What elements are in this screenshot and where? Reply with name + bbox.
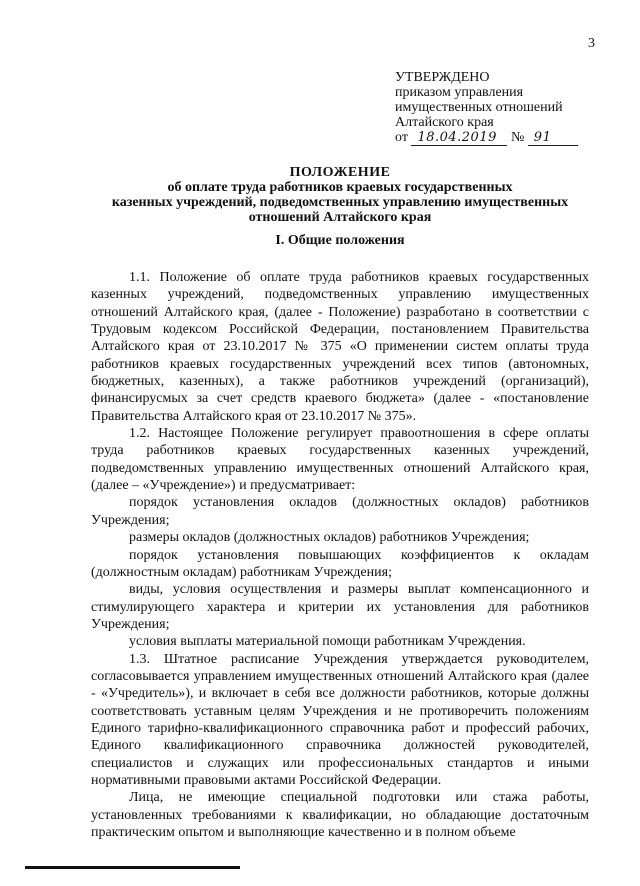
paragraph: Лица, не имеющие специальной подготовки или стажа работы, установленных требованиями к квалификации, но обладающие достаточным практическим опытом и выполняющие качественно и в полном объеме: [91, 790, 589, 840]
section-heading: I. Общие положения: [275, 233, 405, 248]
title-subline: об оплате труда работников краевых государственных: [167, 180, 513, 195]
paragraph: 1.1. Положение об оплате труда работников краевых государственных казенных учреждений, подведомственных управлению имущественных отношений Алтайского края, (далее - Положение) разработано в соответствии с Трудовым кодексом Российской Федерации, постановлением Правительства Алтайского края от 23.10.2017 № 375 «О применении систем оплаты труда работников краевых государственных учреждений всех типов (автономных, бюджетных, казенных), а также работников учреждений (организаций), финансирусмых за счет средств краевого бюджета» (далее - «постановление Правительства Алтайского края от 23.10.2017 № 375».: [91, 270, 589, 424]
title-subline: отношений Алтайского края: [248, 210, 432, 225]
date-prefix: от: [395, 130, 408, 145]
document-body: [91, 269, 589, 841]
list-item: условия выплаты материальной помощи работникам Учреждения.: [129, 634, 526, 650]
footer-divider: [25, 866, 240, 869]
document-title: [90, 165, 590, 225]
approval-line: Алтайского края: [395, 115, 494, 130]
handwritten-date: 18.04.2019: [411, 130, 507, 146]
paragraph: 1.3. Штатное расписание Учреждения утверждается руководителем, согласовывается управлением имущественных отношений Алтайского края (далее - «Учредитель»), и включает в себя все должности работников, которые должны соответствовать уставным целям Учреждения и не противоречить положениям Единого тарифно-квалификационного справочника работ и профессий рабочих, Единого квалификационного справочника должностей руководителей, специалистов и служащих или профессиональных стандартов и иными нормативными правовыми актами Российской Федерации.: [91, 651, 589, 788]
list-item: порядок установления повышающих коэффициентов к окладам (должностным окладам) работникам Учреждения;: [91, 547, 589, 580]
list-item: виды, условия осуществления и размеры выплат компенсационного и стимулирующего характера и критерии их установления для работников Учреждения;: [91, 582, 589, 632]
approval-stamp: [395, 70, 578, 146]
list-item: порядок установления окладов (должностных окладов) работников Учреждения;: [91, 495, 589, 528]
approval-line: приказом управления: [395, 85, 524, 100]
title-main: ПОЛОЖЕНИЕ: [289, 165, 391, 180]
number-prefix: №: [510, 130, 525, 145]
handwritten-number: 91: [528, 130, 578, 146]
approval-heading: УТВЕРЖДЕНО: [395, 70, 490, 85]
paragraph: 1.2. Настоящее Положение регулирует правоотношения в сфере оплаты труда работников краевых государственных казенных учреждений, подведомственных управлению имущественных отношений Алтайского края, (далее – «Учреждение») и предусматривает:: [91, 426, 589, 494]
title-subline: казенных учреждений, подведомственных управлению имущественных: [111, 195, 569, 210]
approval-line: имущественных отношений: [395, 100, 563, 115]
page-number: 3: [588, 36, 595, 51]
list-item: размеры окладов (должностных окладов) работников Учреждения;: [129, 530, 530, 546]
approval-date-number: [395, 130, 578, 146]
